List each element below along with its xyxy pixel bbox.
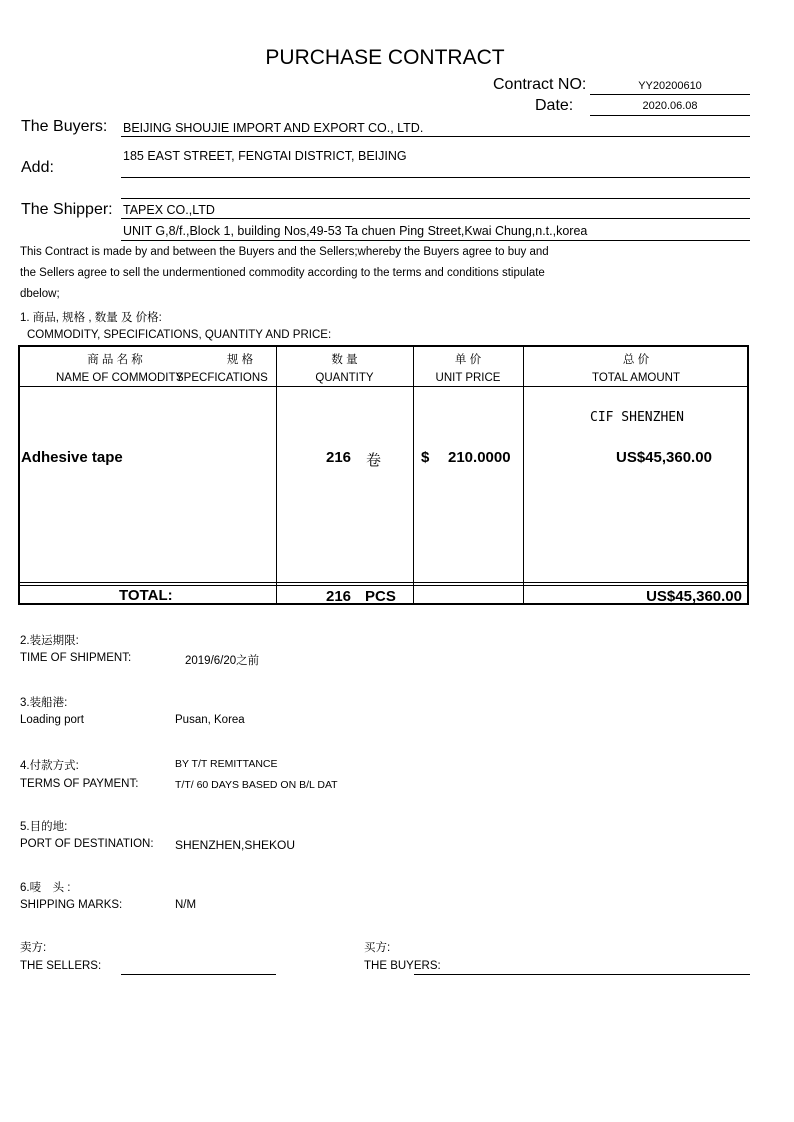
- row-amount: US$45,360.00: [616, 449, 712, 466]
- intro-line-2: the Sellers agree to sell the undermentioned commodity according to the terms and conditions stipulate: [20, 267, 545, 279]
- buyers-value: BEIJING SHOUJIE IMPORT AND EXPORT CO., LTD.: [123, 121, 424, 135]
- row-currency: $: [421, 449, 430, 466]
- sellers-signature-line[interactable]: [121, 974, 276, 975]
- header-spec-cn: 规 格: [226, 354, 254, 366]
- price-terms: CIF SHENZHEN: [590, 410, 684, 425]
- shipment-value: 2019/6/20之前: [185, 655, 260, 667]
- header-total-en: TOTAL AMOUNT: [592, 372, 680, 384]
- add-underline-1: [121, 177, 750, 178]
- marks-en: SHIPPING MARKS:: [20, 899, 123, 911]
- contract-no-underline: [590, 94, 750, 95]
- header-name-cn: 商 品 名 称: [87, 354, 143, 366]
- date-label: Date:: [535, 97, 574, 114]
- header-qty-en: QUANTITY: [315, 372, 374, 384]
- commodity-table: [18, 345, 749, 605]
- buyers-signature-line[interactable]: [414, 974, 750, 975]
- payment-value-1: BY T/T REMITTANCE: [175, 758, 278, 770]
- add-underline-2: [121, 198, 750, 199]
- shipper-address: UNIT G,8/f.,Block 1, building Nos,49-53 Ta chuen Ping Street,Kwai Chung,n.t.,korea: [123, 224, 588, 238]
- shipper-label: The Shipper:: [21, 201, 113, 218]
- payment-value-2: T/T/ 60 DAYS BASED ON B/L DAT: [175, 779, 338, 791]
- payment-en: TERMS OF PAYMENT:: [20, 778, 139, 790]
- loading-value: Pusan, Korea: [175, 714, 245, 726]
- marks-cn: 6.唛 头 :: [20, 882, 71, 894]
- row-unit: 卷: [366, 452, 382, 469]
- total-label: TOTAL:: [119, 587, 173, 604]
- shipper-name: TAPEX CO.,LTD: [123, 203, 215, 217]
- date-underline: [590, 115, 750, 116]
- total-quantity: 216: [326, 588, 352, 605]
- contract-no-value: YY20200610: [638, 80, 702, 92]
- header-qty-cn: 数 量: [331, 354, 358, 366]
- date-value: 2020.06.08: [642, 100, 698, 112]
- total-amount: US$45,360.00: [646, 588, 742, 605]
- page-title: PURCHASE CONTRACT: [265, 46, 505, 69]
- buyers-sign-en: THE BUYERS:: [364, 960, 441, 972]
- header-price-cn: 单 价: [454, 354, 482, 366]
- buyers-sign-cn: 买方:: [364, 942, 391, 954]
- marks-value: N/M: [175, 899, 197, 911]
- loading-en: Loading port: [20, 714, 84, 726]
- header-name-en: NAME OF COMMODITY: [56, 372, 184, 384]
- add-label: Add:: [21, 159, 54, 176]
- header-spec-en: SPECFICATIONS: [176, 372, 268, 384]
- intro-line-1: This Contract is made by and between the Buyers and the Sellers;whereby the Buyers agree to buy and: [20, 246, 549, 258]
- section1-cn: 1. 商品, 规格 , 数量 及 价格:: [20, 312, 162, 324]
- shipper-underline-1: [121, 218, 750, 219]
- add-value: 185 EAST STREET, FENGTAI DISTRICT, BEIJING: [123, 149, 407, 163]
- header-total-cn: 总 价: [622, 354, 650, 366]
- total-divider-a: [20, 582, 747, 583]
- header-divider: [20, 386, 747, 387]
- destination-cn: 5.目的地:: [20, 821, 68, 833]
- shipper-underline-2: [121, 240, 750, 241]
- shipment-cn: 2.装运期限:: [20, 635, 79, 647]
- buyers-label: The Buyers:: [21, 118, 108, 135]
- total-divider-b: [20, 585, 747, 586]
- destination-value: SHENZHEN,SHEKOU: [175, 838, 296, 852]
- row-unit-price: 210.0000: [448, 449, 511, 466]
- total-unit: PCS: [365, 588, 396, 605]
- row-quantity: 216: [326, 449, 352, 466]
- contract-no-label: Contract NO:: [493, 76, 587, 93]
- sellers-sign-cn: 卖方:: [20, 942, 47, 954]
- intro-line-3: dbelow;: [20, 288, 60, 300]
- section1-en: COMMODITY, SPECIFICATIONS, QUANTITY AND PRICE:: [27, 329, 332, 341]
- shipment-en: TIME OF SHIPMENT:: [20, 652, 132, 664]
- buyers-underline: [121, 136, 750, 137]
- destination-en: PORT OF DESTINATION:: [20, 838, 154, 850]
- payment-cn: 4.付款方式:: [20, 760, 79, 772]
- loading-cn: 3.装船港:: [20, 697, 68, 709]
- sellers-sign-en: THE SELLERS:: [20, 960, 102, 972]
- commodity-name: Adhesive tape: [21, 449, 123, 466]
- header-price-en: UNIT PRICE: [435, 372, 501, 384]
